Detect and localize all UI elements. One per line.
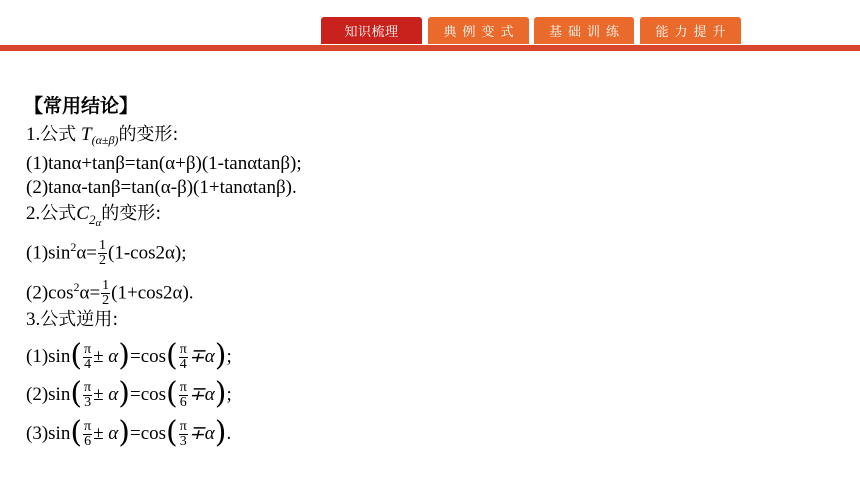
- fraction: $\frac{\pi}{4}$: [179, 342, 187, 372]
- section-heading: 【常用结论】: [24, 95, 139, 117]
- fraction: $\frac{\pi}{6}$: [84, 419, 92, 449]
- item3-title: 3.公式逆用:: [26, 309, 119, 330]
- item3-formula-3: (3)sin( $\frac{\pi}{6}$ ± α)=cos( $\frac{\pi}{3}$ ∓α).: [26, 414, 232, 450]
- item3-formula-2: (2)sin( $\frac{\pi}{3}$ ± α)=cos( $\frac{\pi}{6}$ ∓α);: [26, 375, 232, 411]
- fraction: $\frac{\pi}{6}$: [179, 380, 187, 410]
- item1-title: 1.公式 $T_{(\alpha\pm\beta)}$的变形:: [26, 124, 179, 147]
- tab-typical-examples[interactable]: 典例变式: [428, 17, 529, 44]
- tab-ability-improvement[interactable]: 能力提升: [640, 17, 741, 44]
- item2-formula-2: $(2)\cos^2\alpha=$ $\frac{1}{2}$ (1+cos2α).: [26, 278, 194, 309]
- item1-formula-1: (1)tanα+tanβ=tan(α+β)(1-tanαtanβ);: [26, 153, 302, 174]
- fraction: $\frac{\pi}{3}$: [84, 380, 92, 410]
- item2-title: 2.公式$C_{2\alpha}$的变形:: [26, 203, 162, 229]
- item1-formula-2: (2)tanα-tanβ=tan(α-β)(1+tanαtanβ).: [26, 177, 297, 198]
- item2-formula-1: $(1)\sin^2\alpha=$ $\frac{1}{2}$ (1-cos2α);: [26, 238, 187, 269]
- fraction: $\frac{\pi}{4}$: [84, 342, 92, 372]
- fraction: $\frac{\pi}{3}$: [179, 419, 187, 449]
- fraction: $\frac{1}{2}$: [99, 238, 106, 269]
- nav-divider: [0, 45, 860, 51]
- tab-knowledge-review[interactable]: 知识梳理: [321, 17, 422, 44]
- item3-formula-1: (1)sin( $\frac{\pi}{4}$ ± α)=cos( $\frac{\pi}{4}$ ∓α);: [26, 337, 232, 373]
- tab-basic-training[interactable]: 基础训练: [534, 17, 634, 44]
- fraction: $\frac{1}{2}$: [102, 278, 110, 309]
